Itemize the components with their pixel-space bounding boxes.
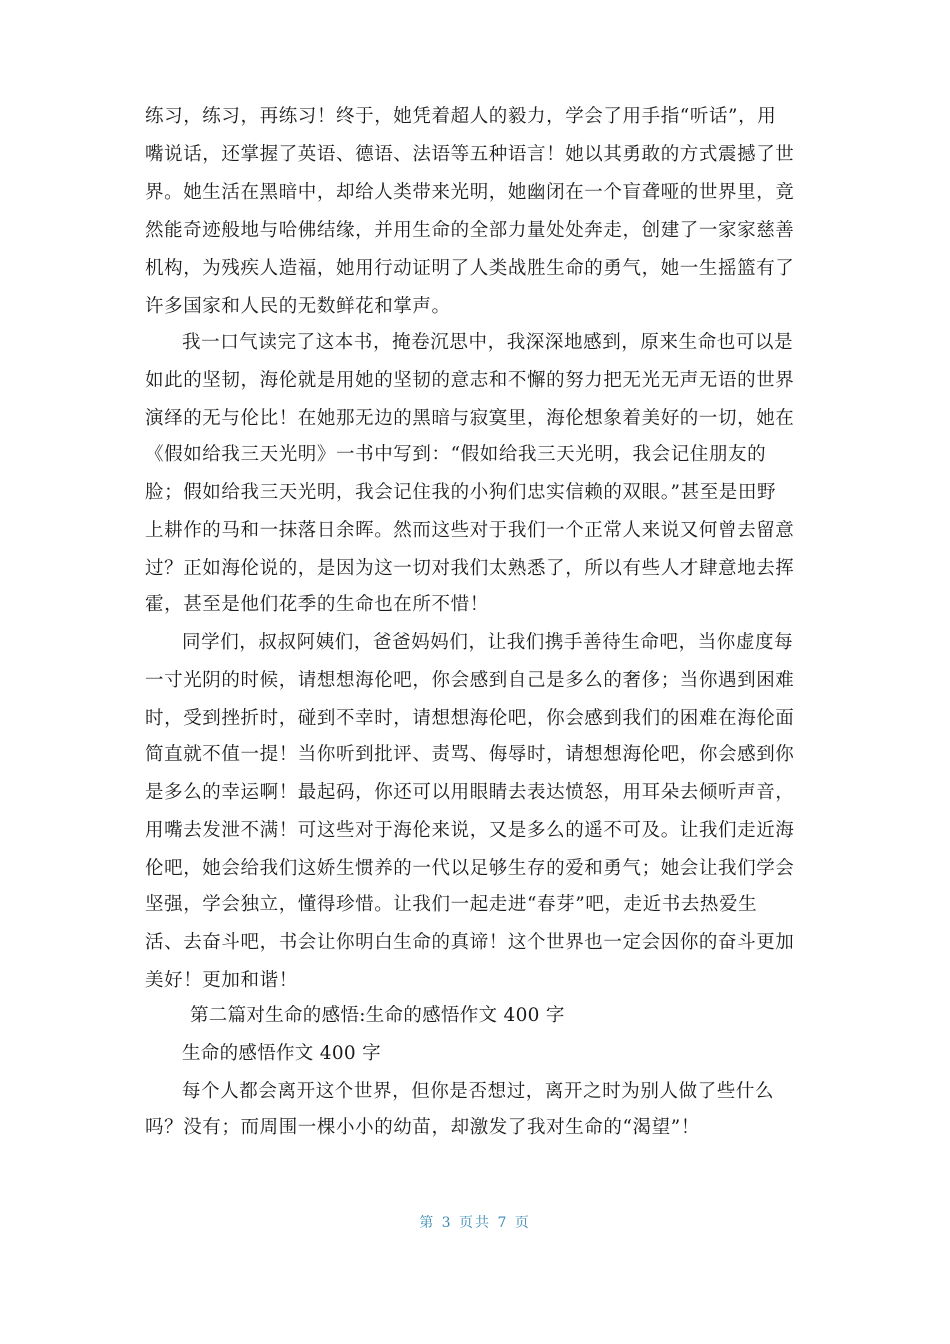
- text-line: 活、去奋斗吧，书会让你明白生命的真谛！这个世界也一定会因你的奋斗更加: [145, 932, 795, 953]
- text-line: 用嘴去发泄不满！可这些对于海伦来说，又是多么的遥不可及。让我们走近海: [145, 820, 795, 841]
- text-line: 上耕作的马和一抹落日余晖。然而这些对于我们一个正常人来说又何曾去留意: [145, 520, 795, 541]
- text-line: 霍，甚至是他们花季的生命也在所不惜！: [145, 594, 489, 615]
- text-line: 演绎的无与伦比！在她那无边的黑暗与寂寞里，海伦想象着美好的一切，她在: [145, 408, 795, 429]
- text-line: 简直就不值一提！当你听到批评、责骂、侮辱时，请想想海伦吧，你会感到你: [145, 744, 795, 765]
- text-line: 我一口气读完了这本书，掩卷沉思中，我深深地感到，原来生命也可以是: [182, 332, 794, 353]
- text-line: 每个人都会离开这个世界，但你是否想过，离开之时为别人做了些什么: [182, 1081, 775, 1102]
- text-line: 时，受到挫折时，碰到不幸时，请想想海伦吧，你会感到我们的困难在海伦面: [145, 708, 795, 729]
- page-footer: 第 3 页共 7 页: [419, 1215, 531, 1231]
- text-line: 机构，为残疾人造福，她用行动证明了人类战胜生命的勇气，她一生摇篮有了: [145, 258, 795, 279]
- text-line: 嘴说话，还掌握了英语、德语、法语等五种语言！她以其勇敢的方式震撼了世: [145, 144, 795, 165]
- text-line: 如此的坚韧，海伦就是用她的坚韧的意志和不懈的努力把无光无声无语的世界: [145, 370, 795, 391]
- text-line: 吗？没有；而周围一棵小小的幼苗，却激发了我对生命的“渴望”！: [145, 1117, 700, 1138]
- section-heading: 第二篇对生命的感悟:生命的感悟作文 400 字: [190, 1005, 565, 1026]
- text-line: 许多国家和人民的无数鲜花和掌声。: [145, 296, 451, 317]
- text-line: 是多么的幸运啊！最起码，你还可以用眼睛去表达愤怒，用耳朵去倾听声音，: [145, 782, 795, 803]
- text-line: 同学们，叔叔阿姨们，爸爸妈妈们，让我们携手善待生命吧，当你虚度每: [182, 632, 794, 653]
- essay-title: 生命的感悟作文 400 字: [182, 1043, 381, 1064]
- text-line: 练习，练习，再练习！终于，她凭着超人的毅力，学会了用手指“听话”，用: [145, 106, 777, 127]
- text-line: 一寸光阴的时候，请想想海伦吧，你会感到自己是多么的奢侈；当你遇到困难: [145, 670, 795, 691]
- text-line: 美好！更加和谐！: [145, 970, 298, 991]
- text-line: 过？正如海伦说的，是因为这一切对我们太熟悉了，所以有些人才肆意地去挥: [145, 558, 795, 579]
- text-line: 脸；假如给我三天光明，我会记住我的小狗们忠实信赖的双眼。”甚至是田野: [145, 482, 777, 503]
- text-line: 伦吧，她会给我们这娇生惯养的一代以足够生存的爱和勇气；她会让我们学会: [145, 858, 795, 879]
- text-line: 界。她生活在黑暗中，却给人类带来光明，她幽闭在一个盲聋哑的世界里，竟: [145, 182, 795, 203]
- text-line: 《假如给我三天光明》一书中写到：“假如给我三天光明，我会记住朋友的: [145, 444, 767, 465]
- text-line: 坚强，学会独立，懂得珍惜。让我们一起走进“春芽”吧，走近书去热爱生: [145, 894, 758, 915]
- text-line: 然能奇迹般地与哈佛结缘，并用生命的全部力量处处奔走，创建了一家家慈善: [145, 220, 795, 241]
